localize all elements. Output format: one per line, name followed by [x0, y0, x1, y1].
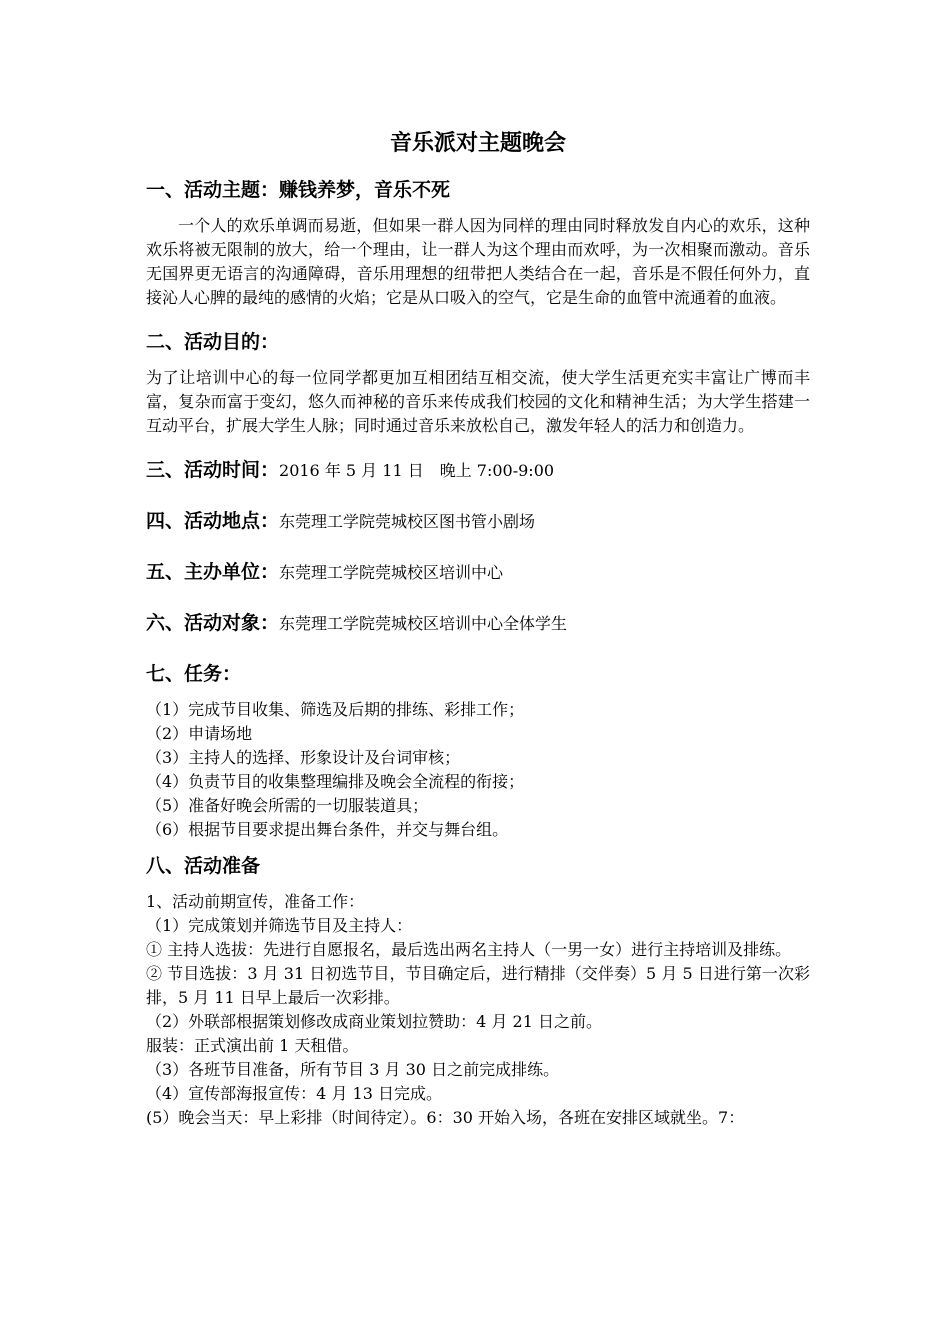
- task-item: （3）主持人的选择、形象设计及台词审核；: [146, 748, 461, 767]
- section-5-line: [146, 558, 810, 587]
- preparation-list: [146, 890, 810, 1130]
- preparation-line: （4）宣传部海报宣传：4 月 13 日完成。: [146, 1084, 442, 1103]
- task-item: （4）负责节目的收集整理编排及晚会全流程的衔接；: [146, 772, 525, 791]
- section-3-label: 三、活动时间：: [146, 459, 280, 481]
- document-title: 音乐派对主题晚会: [389, 130, 566, 156]
- section-4-line: [146, 507, 810, 536]
- preparation-line: ② 节目选拔：3 月 31 日初选节目，节目确定后，进行精排（交伴奏）5 月 5 日进行第一次彩排，5 月 11 日早上最后一次彩排。: [146, 964, 810, 1007]
- section-8-heading: 八、活动准备: [146, 855, 261, 877]
- section-6-label: 六、活动对象：: [146, 612, 280, 634]
- section-5-value: 东莞理工学院莞城校区培训中心: [279, 563, 504, 582]
- document-page: [146, 118, 810, 1130]
- preparation-line: ① 主持人选拔：先进行自愿报名，最后选出两名主持人（一男一女）进行主持培训及排练。: [146, 940, 792, 959]
- task-item: （6）根据节目要求提出舞台条件，并交与舞台组。: [146, 820, 509, 839]
- section-2-body: 为了让培训中心的每一位同学都更加互相团结互相交流，使大学生活更充实丰富让广博而丰富，复杂而富于变幻，悠久而神秘的音乐来传成我们校园的文化和精神生活；为大学生搭建一互动平台，扩展大学生人脉；同时通过音乐来放松自己，激发年轻人的活力和创造力。: [146, 368, 810, 435]
- task-list: [146, 698, 810, 842]
- preparation-line: （2）外联部根据策划修改成商业策划拉赞助：4 月 21 日之前。: [146, 1012, 602, 1031]
- section-4-label: 四、活动地点：: [146, 510, 280, 532]
- preparation-line: 服装：正式演出前 1 天租借。: [146, 1036, 359, 1055]
- section-3-value: 2016 年 5 月 11 日 晚上 7:00-9:00: [279, 461, 555, 480]
- task-item: （1）完成节目收集、筛选及后期的排练、彩排工作；: [146, 700, 525, 719]
- preparation-line: （3）各班节目准备，所有节目 3 月 30 日之前完成排练。: [146, 1060, 560, 1079]
- section-6-value: 东莞理工学院莞城校区培训中心全体学生: [279, 614, 568, 633]
- section-4-value: 东莞理工学院莞城校区图书管小剧场: [279, 512, 536, 531]
- section-2-heading: 二、活动目的：: [146, 331, 280, 353]
- task-item: （5）准备好晚会所需的一切服装道具；: [146, 796, 429, 815]
- preparation-line: 1、活动前期宣传，准备工作：: [146, 892, 365, 911]
- section-6-line: [146, 609, 810, 638]
- section-7-heading: 七、任务：: [146, 663, 242, 685]
- section-3-line: [146, 456, 810, 485]
- task-item: （2）申请场地: [146, 724, 253, 743]
- preparation-line: (5）晚会当天：早上彩排（时间待定）。6：30 开始入场，各班在安排区域就坐。7：: [146, 1108, 745, 1127]
- preparation-line: （1）完成策划并筛选节目及主持人：: [146, 916, 413, 935]
- section-5-label: 五、主办单位：: [146, 561, 280, 583]
- section-1-body: 一个人的欢乐单调而易逝，但如果一群人因为同样的理由同时释放发自内心的欢乐，这种欢乐将被无限制的放大，给一个理由，让一群人为这个理由而欢呼，为一次相聚而激动。音乐无国界更无语言的沟通障碍，音乐用理想的纽带把人类结合在一起，音乐是不假任何外力，直接沁人心脾的最纯的感情的火焰；它是从口吸入的空气，它是生命的血管中流通着的血液。: [146, 216, 810, 307]
- section-1-heading: 一、活动主题：赚钱养梦，音乐不死: [146, 179, 451, 201]
